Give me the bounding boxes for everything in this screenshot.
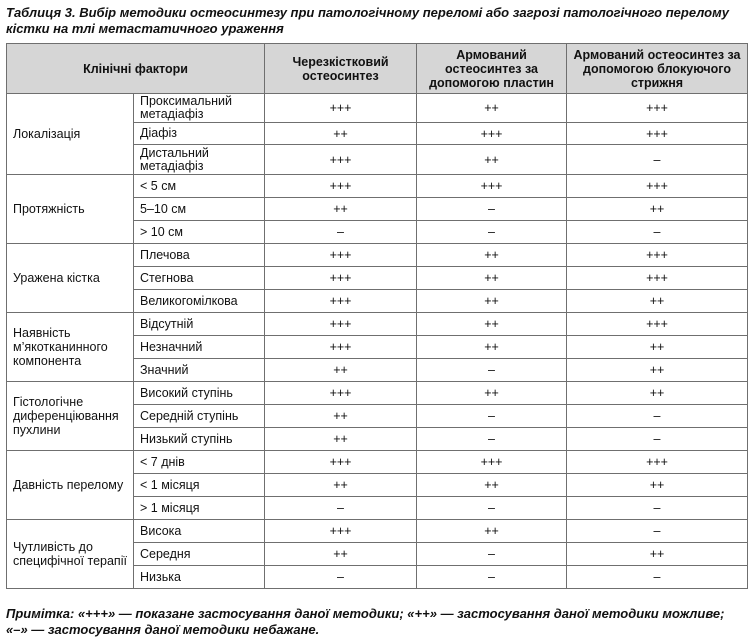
factor-cell: Давність перелому bbox=[7, 451, 134, 520]
subfactor-cell: Висока bbox=[134, 520, 265, 543]
rating-cell: +++ bbox=[417, 175, 567, 198]
rating-cell: +++ bbox=[265, 267, 417, 290]
rating-cell: ++ bbox=[417, 267, 567, 290]
subfactor-cell: Високий ступінь bbox=[134, 382, 265, 405]
rating-cell: ++ bbox=[417, 145, 567, 175]
rating-cell: +++ bbox=[567, 175, 748, 198]
rating-cell: ++ bbox=[567, 359, 748, 382]
rating-cell: +++ bbox=[567, 451, 748, 474]
rating-cell: +++ bbox=[265, 520, 417, 543]
table-caption: Таблиця 3. Вибір методики остеосинтезу при патологічному переломі або загрозі патологічного переломy кістки на тлі метастатичного ураження bbox=[6, 5, 729, 36]
rating-cell: ++ bbox=[417, 290, 567, 313]
table-row bbox=[7, 382, 748, 405]
rating-cell: +++ bbox=[567, 313, 748, 336]
subfactor-cell: Середня bbox=[134, 543, 265, 566]
rating-cell: – bbox=[265, 566, 417, 589]
subfactor-cell: Середній ступінь bbox=[134, 405, 265, 428]
subfactor-cell: Великогомілкова bbox=[134, 290, 265, 313]
subfactor-cell: Відсутній bbox=[134, 313, 265, 336]
rating-cell: +++ bbox=[567, 94, 748, 123]
subfactor-cell: Діафіз bbox=[134, 123, 265, 145]
factor-cell: Чутливість до специфічної терапії bbox=[7, 520, 134, 589]
rating-cell: +++ bbox=[265, 336, 417, 359]
rating-cell: ++ bbox=[567, 382, 748, 405]
rating-cell: – bbox=[417, 566, 567, 589]
subfactor-cell: Стегнова bbox=[134, 267, 265, 290]
factor-cell: Гістологічне диференціювання пухлини bbox=[7, 382, 134, 451]
rating-cell: – bbox=[265, 221, 417, 244]
table-row bbox=[7, 175, 748, 198]
rating-cell: – bbox=[567, 497, 748, 520]
subfactor-cell: < 1 місяця bbox=[134, 474, 265, 497]
subfactor-cell: Низький ступінь bbox=[134, 428, 265, 451]
rating-cell: – bbox=[417, 405, 567, 428]
rating-cell: +++ bbox=[265, 290, 417, 313]
rating-cell: – bbox=[567, 145, 748, 175]
rating-cell: ++ bbox=[265, 543, 417, 566]
header-factors: Клінічні фактори bbox=[7, 44, 265, 94]
rating-cell: ++ bbox=[265, 123, 417, 145]
rating-cell: – bbox=[567, 405, 748, 428]
rating-cell: ++ bbox=[417, 244, 567, 267]
subfactor-cell: < 7 днів bbox=[134, 451, 265, 474]
rating-cell: ++ bbox=[265, 474, 417, 497]
rating-cell: ++ bbox=[265, 428, 417, 451]
subfactor-cell: Низька bbox=[134, 566, 265, 589]
rating-cell: +++ bbox=[265, 382, 417, 405]
table-body bbox=[7, 94, 748, 589]
subfactor-cell: Дистальний метадіафіз bbox=[134, 145, 265, 175]
rating-cell: +++ bbox=[567, 267, 748, 290]
subfactor-cell: 5–10 см bbox=[134, 198, 265, 221]
rating-cell: ++ bbox=[417, 520, 567, 543]
rating-cell: ++ bbox=[417, 336, 567, 359]
rating-cell: +++ bbox=[567, 123, 748, 145]
rating-cell: ++ bbox=[567, 336, 748, 359]
table-row bbox=[7, 244, 748, 267]
rating-cell: – bbox=[417, 359, 567, 382]
rating-cell: – bbox=[417, 543, 567, 566]
rating-cell: – bbox=[567, 221, 748, 244]
rating-cell: – bbox=[567, 520, 748, 543]
factor-cell: Локалізація bbox=[7, 94, 134, 175]
rating-cell: ++ bbox=[417, 474, 567, 497]
rating-cell: – bbox=[567, 428, 748, 451]
rating-cell: +++ bbox=[265, 175, 417, 198]
rating-cell: +++ bbox=[567, 244, 748, 267]
rating-cell: ++ bbox=[567, 290, 748, 313]
rating-cell: ++ bbox=[265, 198, 417, 221]
subfactor-cell: Значний bbox=[134, 359, 265, 382]
rating-cell: ++ bbox=[417, 94, 567, 123]
subfactor-cell: > 1 місяця bbox=[134, 497, 265, 520]
rating-cell: – bbox=[567, 566, 748, 589]
rating-cell: ++ bbox=[417, 313, 567, 336]
rating-cell: – bbox=[417, 428, 567, 451]
rating-cell: +++ bbox=[265, 244, 417, 267]
header-transosseous: Черезкістковий остеосинтез bbox=[265, 44, 417, 94]
rating-cell: +++ bbox=[265, 145, 417, 175]
table-row bbox=[7, 451, 748, 474]
header-plates: Армований остеосинтез за допомогою пластин bbox=[417, 44, 567, 94]
rating-cell: – bbox=[417, 221, 567, 244]
header-row bbox=[7, 44, 748, 94]
rating-cell: ++ bbox=[567, 474, 748, 497]
rating-cell: ++ bbox=[567, 543, 748, 566]
rating-cell: +++ bbox=[417, 451, 567, 474]
table-note: Примітка: «+++» — показане застосування даної методики; «++» — застосування даної методики можливе; «–» — застосування даної методики небажане. bbox=[6, 606, 725, 637]
header-nail: Армований остеосинтез за допомогою блокуючого стрижня bbox=[567, 44, 748, 94]
subfactor-cell: > 10 см bbox=[134, 221, 265, 244]
rating-cell: – bbox=[417, 497, 567, 520]
rating-cell: – bbox=[417, 198, 567, 221]
rating-cell: ++ bbox=[265, 405, 417, 428]
rating-cell: +++ bbox=[265, 313, 417, 336]
factor-cell: Протяжність bbox=[7, 175, 134, 244]
table-row bbox=[7, 94, 748, 123]
subfactor-cell: Проксимальний метадіафіз bbox=[134, 94, 265, 123]
rating-cell: ++ bbox=[265, 359, 417, 382]
table-row bbox=[7, 313, 748, 336]
subfactor-cell: Плечова bbox=[134, 244, 265, 267]
rating-cell: +++ bbox=[265, 451, 417, 474]
subfactor-cell: < 5 см bbox=[134, 175, 265, 198]
factor-cell: Уражена кістка bbox=[7, 244, 134, 313]
rating-cell: – bbox=[265, 497, 417, 520]
subfactor-cell: Незначний bbox=[134, 336, 265, 359]
rating-cell: ++ bbox=[567, 198, 748, 221]
rating-cell: +++ bbox=[417, 123, 567, 145]
rating-cell: ++ bbox=[417, 382, 567, 405]
method-selection-table bbox=[6, 43, 748, 589]
table-row bbox=[7, 520, 748, 543]
factor-cell: Наявність м’якотканинного компонента bbox=[7, 313, 134, 382]
rating-cell: +++ bbox=[265, 94, 417, 123]
